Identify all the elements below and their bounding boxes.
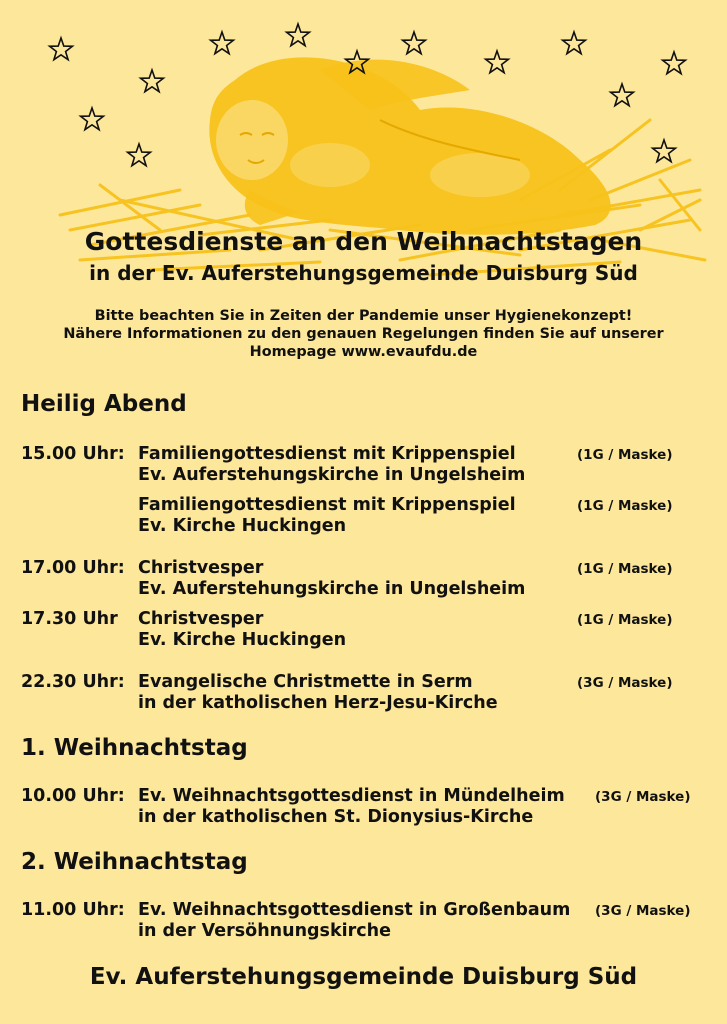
page-title: Gottesdienste an den Weihnachtstagen bbox=[84, 227, 643, 256]
service-time: 17.30 Uhr bbox=[21, 609, 118, 629]
service-rule-badge: (3G / Maske) bbox=[595, 903, 691, 919]
hygiene-notice bbox=[0, 307, 727, 361]
footer-parish-name: Ev. Auferstehungsgemeinde Duisburg Süd bbox=[89, 964, 638, 990]
service-time: 17.00 Uhr: bbox=[21, 558, 125, 578]
service-location: Ev. Kirche Huckingen bbox=[138, 630, 347, 650]
service-location: Ev. Kirche Huckingen bbox=[138, 516, 347, 536]
service-entry bbox=[21, 672, 711, 716]
service-title: Christvesper bbox=[138, 609, 264, 629]
service-rule-badge: (1G / Maske) bbox=[577, 561, 673, 577]
star-icon bbox=[128, 144, 151, 166]
service-rule-badge: (1G / Maske) bbox=[577, 612, 673, 628]
service-rule-badge: (1G / Maske) bbox=[577, 447, 673, 463]
star-icon bbox=[486, 51, 509, 73]
section-heading-heilig-abend: Heilig Abend bbox=[21, 391, 187, 417]
service-title: Ev. Weihnachtsgottesdienst in Großenbaum bbox=[138, 900, 571, 920]
service-location: in der katholischen Herz-Jesu-Kirche bbox=[138, 693, 498, 713]
service-title: Familiengottesdienst mit Krippenspiel bbox=[138, 444, 516, 464]
section-heading-second-christmas-day: 2. Weihnachtstag bbox=[21, 849, 248, 875]
service-location: Ev. Auferstehungskirche in Ungelsheim bbox=[138, 579, 526, 599]
service-entry bbox=[21, 444, 711, 488]
star-icon bbox=[663, 52, 686, 74]
service-entry bbox=[21, 900, 711, 944]
service-entry bbox=[21, 495, 711, 539]
service-entry bbox=[21, 786, 711, 830]
star-icon bbox=[211, 32, 234, 54]
star-icon bbox=[141, 70, 164, 92]
notice-line: Bitte beachten Sie in Zeiten der Pandemie unser Hygienekonzept! bbox=[94, 308, 633, 324]
service-title: Familiengottesdienst mit Krippenspiel bbox=[138, 495, 516, 515]
star-icon bbox=[403, 32, 426, 54]
service-title: Evangelische Christmette in Serm bbox=[138, 672, 473, 692]
star-icon bbox=[287, 24, 310, 46]
star-icon bbox=[50, 38, 73, 60]
service-time: 15.00 Uhr: bbox=[21, 444, 125, 464]
baby-in-manger-illustration bbox=[0, 0, 727, 340]
service-time: 11.00 Uhr: bbox=[21, 900, 125, 920]
service-location: in der Versöhnungskirche bbox=[138, 921, 391, 941]
notice-line: Homepage www.evaufdu.de bbox=[249, 344, 478, 360]
service-time: 22.30 Uhr: bbox=[21, 672, 125, 692]
service-time: 10.00 Uhr: bbox=[21, 786, 125, 806]
star-icon bbox=[653, 140, 676, 162]
star-icon bbox=[563, 32, 586, 54]
service-rule-badge: (3G / Maske) bbox=[595, 789, 691, 805]
service-title: Ev. Weihnachtsgottesdienst in Mündelheim bbox=[138, 786, 565, 806]
service-location: Ev. Auferstehungskirche in Ungelsheim bbox=[138, 465, 526, 485]
page-subtitle: in der Ev. Auferstehungsgemeinde Duisburg Süd bbox=[89, 261, 638, 285]
section-heading-first-christmas-day: 1. Weihnachtstag bbox=[21, 735, 248, 761]
service-rule-badge: (1G / Maske) bbox=[577, 498, 673, 514]
notice-line: Nähere Informationen zu den genauen Regelungen finden Sie auf unserer bbox=[63, 326, 664, 342]
service-entry bbox=[21, 609, 711, 653]
service-title: Christvesper bbox=[138, 558, 264, 578]
star-icon bbox=[611, 84, 634, 106]
service-entry bbox=[21, 558, 711, 602]
service-location: in der katholischen St. Dionysius-Kirche bbox=[138, 807, 534, 827]
service-rule-badge: (3G / Maske) bbox=[577, 675, 673, 691]
star-icon bbox=[81, 108, 104, 130]
